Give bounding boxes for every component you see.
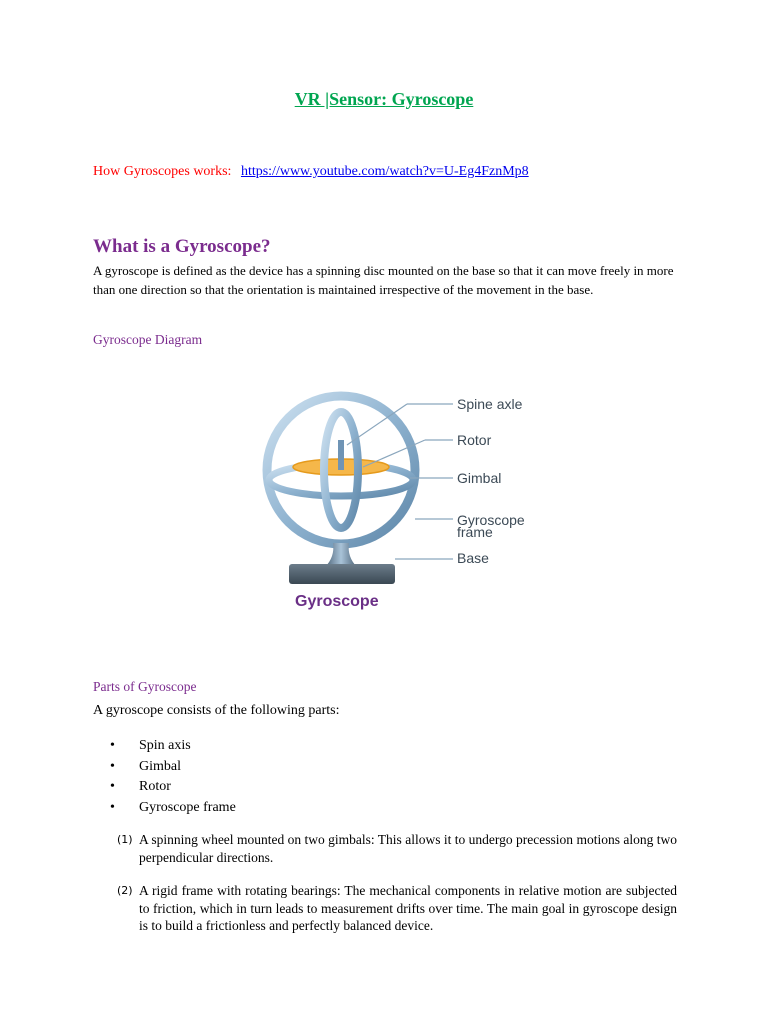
howto-label: How Gyroscopes works: — [93, 164, 232, 179]
parts-heading: Parts of Gyroscope — [93, 679, 197, 694]
parts-list — [110, 738, 236, 820]
base-block — [289, 564, 395, 584]
bullet-text: Rotor — [139, 779, 171, 794]
item-number: (1) — [117, 833, 133, 846]
list-item — [110, 779, 236, 800]
parts-intro: A gyroscope consists of the following parts: — [93, 703, 340, 718]
list-item — [110, 759, 236, 780]
list-item — [110, 800, 236, 821]
item-number: (2) — [117, 884, 133, 897]
definition-paragraph: A gyroscope is defined as the device has a spinning disc mounted on the base so that it can move freely in more than one direction so that the orientation is maintained irrespective of the movement in the base. — [93, 263, 674, 297]
item-text: A rigid frame with rotating bearings: The mechanical components in relative motion are subjected to friction, which in turn leads to measurement drifts over time. The main goal in gyroscope design is to build a frictionless and perfectly balanced device. — [139, 883, 677, 933]
label-base: Base — [457, 550, 489, 566]
bullet-text: Gimbal — [139, 758, 181, 774]
list-item — [110, 738, 236, 759]
howto-line — [93, 164, 529, 180]
numbered-item — [117, 831, 677, 866]
bullet-dot: • — [110, 779, 115, 794]
what-heading: What is a Gyroscope? — [93, 236, 271, 257]
diagram-heading: Gyroscope Diagram — [93, 332, 203, 347]
youtube-link[interactable]: https://www.youtube.com/watch?v=U-Eg4FznMp8 — [240, 164, 529, 179]
label-frame-2: frame — [457, 524, 493, 540]
bullet-dot: • — [110, 758, 115, 774]
spin-axle — [338, 440, 344, 470]
diagram-caption: Gyroscope — [295, 593, 379, 610]
item-text: A spinning wheel mounted on two gimbals: This allows it to undergo precession motions along two perpendicular directions. — [139, 832, 677, 865]
label-rotor: Rotor — [457, 432, 492, 448]
bullet-text: Spin axis — [139, 738, 191, 753]
bullet-dot: • — [110, 738, 115, 753]
numbered-item — [117, 882, 677, 935]
bullet-text: Gyroscope frame — [139, 799, 236, 815]
label-frame-1: Gyroscope — [457, 512, 525, 528]
bullet-dot: • — [110, 799, 115, 815]
label-gimbal: Gimbal — [457, 470, 502, 486]
page-title: VR |Sensor: Gyroscope — [294, 89, 474, 109]
label-spine-axle: Spine axle — [457, 396, 523, 412]
gyroscope-diagram — [255, 385, 545, 615]
